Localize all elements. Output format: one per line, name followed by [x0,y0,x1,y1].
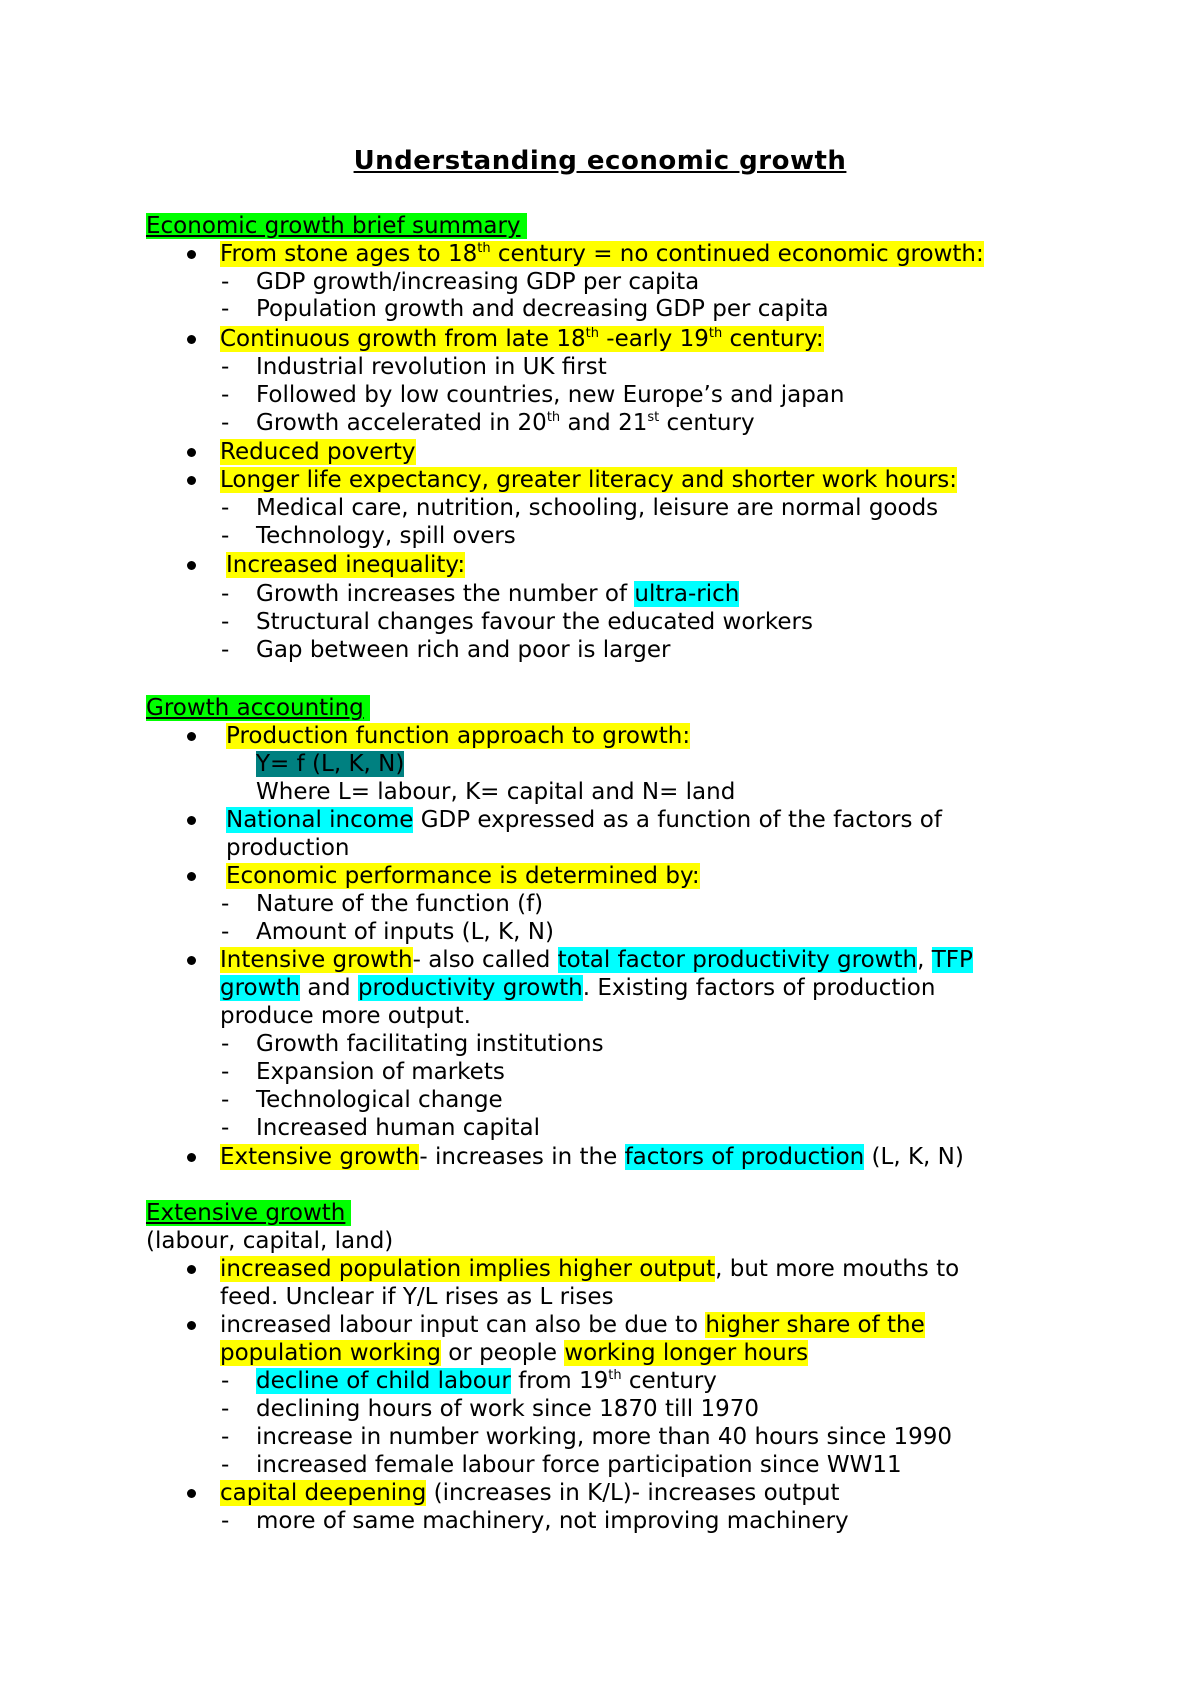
bullet-item: From stone ages to 18th century = no continued economic growth: [220,240,984,268]
formula-line: Y= f (L, K, N) [256,751,405,777]
bullet-icon [187,561,196,570]
dash-item: - more of same machinery, not improving machinery [221,1508,849,1534]
bullet-icon [187,335,196,344]
bullet-item: National income GDP expressed as a function of the factors of [226,806,942,834]
bullet-item: Extensive growth- increases in the factors of production (L, K, N) [220,1143,964,1171]
bullet-item: Economic performance is determined by: [226,862,700,890]
dash-item: - decline of child labour from 19th century [221,1368,717,1394]
dash-item: - Growth increases the number of ultra-rich [221,581,740,607]
bullet-icon [187,1489,196,1498]
page-title: Understanding economic growth [353,146,847,176]
section-subheading: (labour, capital, land) [146,1228,394,1254]
bullet-continuation: population working or people working longer hours [220,1340,809,1366]
dash-item: - Gap between rich and poor is larger [221,637,671,663]
dash-item: - Growth accelerated in 20th and 21st century [221,410,755,436]
bullet-continuation: growth and productivity growth. Existing factors of production [220,975,936,1001]
section-heading-growth-accounting: Growth accounting [146,694,370,722]
dash-item: - Increased human capital [221,1115,541,1141]
bullet-continuation: produce more output. [220,1003,471,1029]
bullet-icon [187,1321,196,1330]
dash-item: - Industrial revolution in UK first [221,354,607,380]
bullet-item: Increased inequality: [226,551,465,579]
bullet-icon [187,250,196,259]
bullet-icon [187,732,196,741]
dash-item: - Expansion of markets [221,1059,505,1085]
bullet-item: Intensive growth- also called total factor productivity growth, TFP [220,946,973,974]
bullet-item: increased labour input can also be due to higher share of the [220,1311,925,1339]
bullet-icon [187,476,196,485]
bullet-icon [187,816,196,825]
bullet-icon [187,1265,196,1274]
bullet-item: increased population implies higher output, but more mouths to [220,1255,959,1283]
bullet-item: Longer life expectancy, greater literacy and shorter work hours: [220,466,957,494]
dash-item: - Structural changes favour the educated workers [221,609,813,635]
dash-item: - Medical care, nutrition, schooling, leisure are normal goods [221,495,939,521]
dash-item: - increase in number working, more than 40 hours since 1990 [221,1424,953,1450]
section-heading-summary: Economic growth brief summary [146,212,527,240]
dash-item: - Amount of inputs (L, K, N) [221,919,554,945]
section-heading-extensive-growth: Extensive growth [146,1199,351,1227]
dash-item: - Growth facilitating institutions [221,1031,604,1057]
dash-item: - Technology, spill overs [221,523,516,549]
bullet-continuation: production [226,835,350,861]
dash-item: - Technological change [221,1087,503,1113]
dash-item: - Nature of the function (f) [221,891,544,917]
dash-item: - increased female labour force participation since WW11 [221,1452,902,1478]
dash-item: - Population growth and decreasing GDP per capita [221,296,829,322]
bullet-item: Continuous growth from late 18th -early 19th century: [220,325,824,353]
dash-item: - declining hours of work since 1870 till 1970 [221,1396,759,1422]
bullet-item: Reduced poverty [220,438,416,466]
bullet-item: Production function approach to growth: [226,722,690,750]
formula-explanation: Where L= labour, K= capital and N= land [256,779,736,805]
bullet-item: capital deepening (increases in K/L)- increases output [220,1479,839,1507]
dash-item: - GDP growth/increasing GDP per capita [221,269,700,295]
bullet-continuation: feed. Unclear if Y/L rises as L rises [220,1284,614,1310]
bullet-icon [187,872,196,881]
bullet-icon [187,956,196,965]
bullet-icon [187,1153,196,1162]
dash-item: - Followed by low countries, new Europe’s and japan [221,382,845,408]
bullet-icon [187,448,196,457]
